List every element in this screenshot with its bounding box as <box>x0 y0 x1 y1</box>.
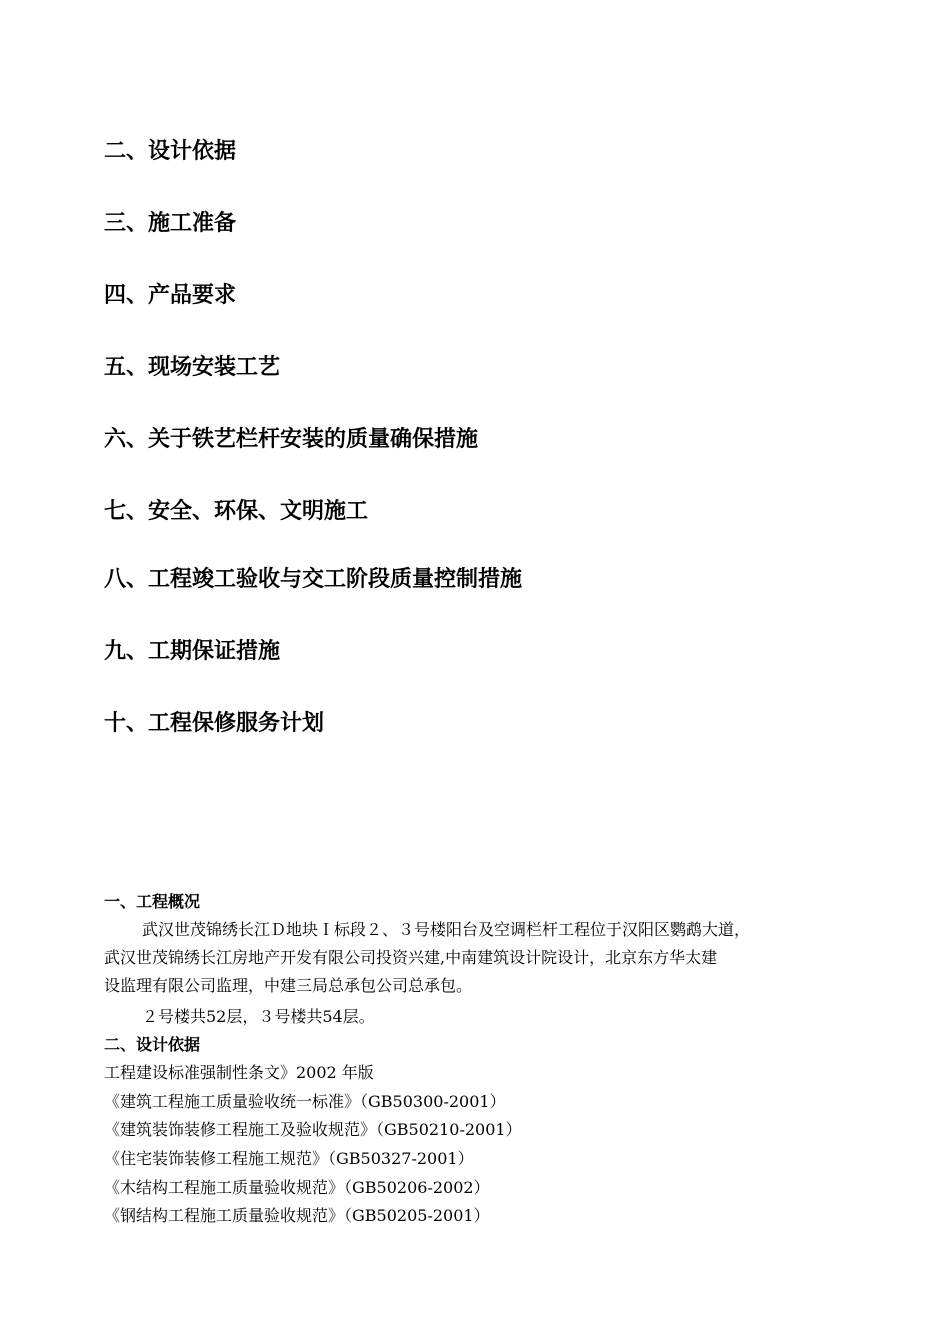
standard-line: 《建筑装饰装修工程施工及验收规范》（GB50210-2001） <box>104 1120 522 1139</box>
paragraph-line: ２号楼共52层，３号楼共54层。 <box>142 1007 375 1026</box>
toc-item-quality-measures: 六、关于铁艺栏杆安装的质量确保措施 <box>104 427 479 452</box>
toc-item-installation-process: 五、现场安装工艺 <box>104 355 281 380</box>
standard-line: 《钢结构工程施工质量验收规范》（GB50205-2001） <box>104 1206 490 1225</box>
toc-item-product-requirements: 四、产品要求 <box>104 283 237 308</box>
paragraph-line: 武汉世茂锦绣长江Ｄ地块Ｉ标段２、３号楼阳台及空调栏杆工程位于汉阳区鹦鹉大道， <box>142 920 751 939</box>
toc-item-acceptance-control: 八、工程竣工验收与交工阶段质量控制措施 <box>104 567 523 592</box>
section-heading: 二、设计依据 <box>104 1035 201 1054</box>
toc-item-design-basis: 二、设计依据 <box>104 139 237 164</box>
standard-line: 《木结构工程施工质量验收规范》（GB50206-2002） <box>104 1178 490 1197</box>
toc-item-safety-environment: 七、安全、环保、文明施工 <box>104 499 369 524</box>
toc-item-construction-prep: 三、施工准备 <box>104 211 237 236</box>
toc-item-warranty-plan: 十、工程保修服务计划 <box>104 711 325 736</box>
standard-line: 《住宅装饰装修工程施工规范》（GB50327-2001） <box>104 1149 474 1168</box>
toc-item-schedule-guarantee: 九、工期保证措施 <box>104 639 281 664</box>
paragraph-line: 武汉世茂锦绣长江房地产开发有限公司投资兴建,中南建筑设计院设计，北京东方华太建 <box>104 948 718 967</box>
paragraph-line: 设监理有限公司监理，中建三局总承包公司总承包。 <box>104 976 473 995</box>
standard-line: 《建筑工程施工质量验收统一标准》（GB50300-2001） <box>104 1092 506 1111</box>
section-heading: 一、工程概况 <box>104 892 201 911</box>
standard-line: 工程建设标准强制性条文》2002 年版 <box>104 1063 374 1082</box>
